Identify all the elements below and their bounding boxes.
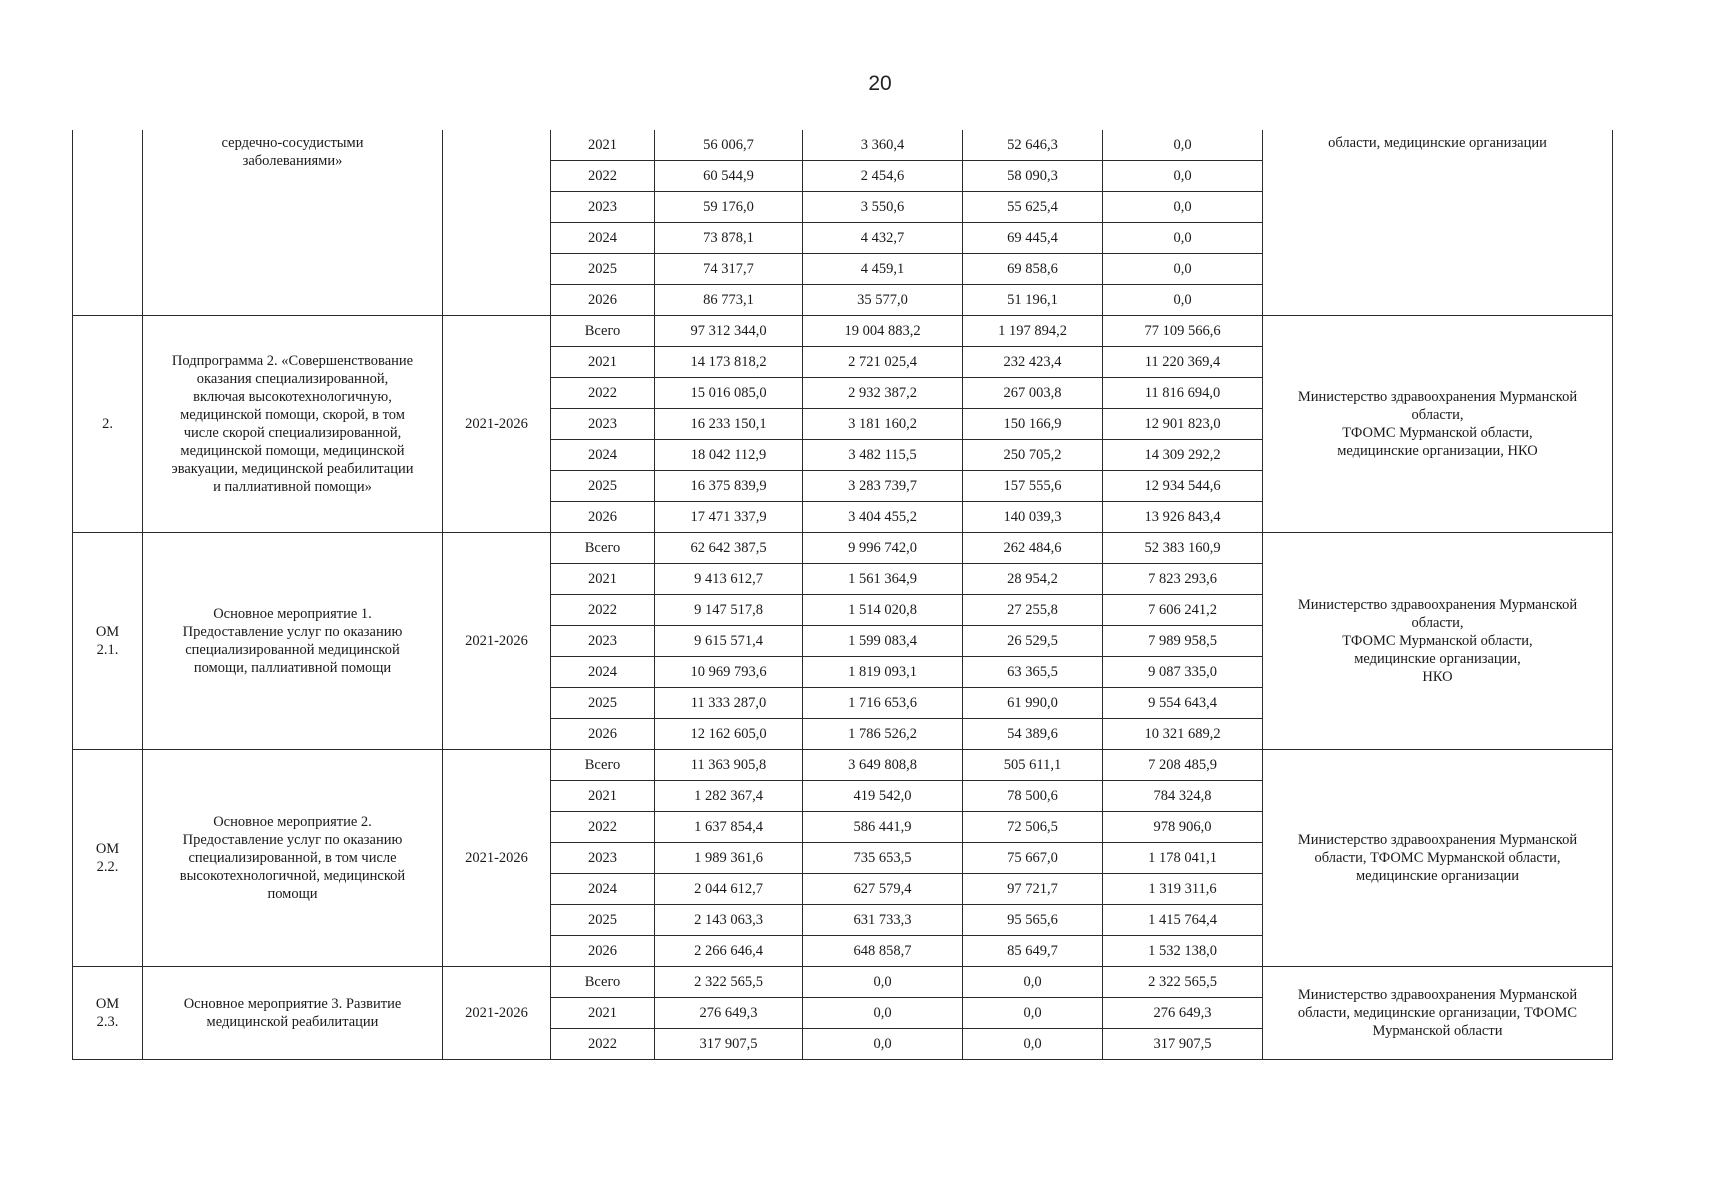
amount-cell-c3: 11 816 694,0 bbox=[1103, 378, 1263, 409]
amount-cell-c1: 586 441,9 bbox=[803, 812, 963, 843]
year-cell: 2026 bbox=[551, 719, 655, 750]
amount-cell-total: 11 333 287,0 bbox=[655, 688, 803, 719]
program-name-line: Предоставление услуг по оказанию bbox=[182, 832, 403, 848]
executor-line: Министерство здравоохранения Мурманской bbox=[1297, 597, 1578, 613]
amount-cell-c3: 317 907,5 bbox=[1103, 1029, 1263, 1060]
amount-cell-c2: 26 529,5 bbox=[963, 626, 1103, 657]
program-name-cell bbox=[143, 533, 443, 750]
program-name-line: оказания специализированной, bbox=[196, 371, 389, 387]
year-cell: 2021 bbox=[551, 347, 655, 378]
amount-cell-total: 14 173 818,2 bbox=[655, 347, 803, 378]
amount-cell-total: 56 006,7 bbox=[655, 130, 803, 161]
amount-cell-c3: 7 823 293,6 bbox=[1103, 564, 1263, 595]
amount-cell-c3: 784 324,8 bbox=[1103, 781, 1263, 812]
amount-cell-c1: 3 283 739,7 bbox=[803, 471, 963, 502]
amount-cell-c2: 75 667,0 bbox=[963, 843, 1103, 874]
program-name-line: Предоставление услуг по оказанию bbox=[182, 624, 403, 640]
amount-cell-total: 9 615 571,4 bbox=[655, 626, 803, 657]
period-cell: 2021-2026 bbox=[443, 967, 551, 1060]
amount-cell-c2: 95 565,6 bbox=[963, 905, 1103, 936]
amount-cell-c1: 3 649 808,8 bbox=[803, 750, 963, 781]
year-cell: 2021 bbox=[551, 781, 655, 812]
amount-cell-c2: 85 649,7 bbox=[963, 936, 1103, 967]
amount-cell-total: 1 282 367,4 bbox=[655, 781, 803, 812]
year-cell: 2025 bbox=[551, 905, 655, 936]
program-name-cell bbox=[143, 130, 443, 316]
row-number-cell bbox=[73, 967, 143, 1060]
amount-cell-c2: 27 255,8 bbox=[963, 595, 1103, 626]
amount-cell-c2: 52 646,3 bbox=[963, 130, 1103, 161]
year-cell: Всего bbox=[551, 750, 655, 781]
amount-cell-c1: 2 454,6 bbox=[803, 161, 963, 192]
row-number-line: ОМ bbox=[95, 841, 120, 857]
amount-cell-c2: 72 506,5 bbox=[963, 812, 1103, 843]
executor-line: ТФОМС Мурманской области, bbox=[1342, 425, 1533, 441]
executors-cell bbox=[1263, 533, 1613, 750]
year-cell: 2026 bbox=[551, 502, 655, 533]
year-cell: 2024 bbox=[551, 657, 655, 688]
amount-cell-c2: 63 365,5 bbox=[963, 657, 1103, 688]
year-cell: 2025 bbox=[551, 471, 655, 502]
amount-cell-total: 12 162 605,0 bbox=[655, 719, 803, 750]
amount-cell-c1: 0,0 bbox=[803, 1029, 963, 1060]
amount-cell-c1: 627 579,4 bbox=[803, 874, 963, 905]
amount-cell-c3: 52 383 160,9 bbox=[1103, 533, 1263, 564]
amount-cell-c1: 2 721 025,4 bbox=[803, 347, 963, 378]
amount-cell-c3: 1 415 764,4 bbox=[1103, 905, 1263, 936]
amount-cell-total: 2 322 565,5 bbox=[655, 967, 803, 998]
program-name-line: специализированной медицинской bbox=[185, 642, 400, 658]
amount-cell-c1: 1 786 526,2 bbox=[803, 719, 963, 750]
amount-cell-total: 17 471 337,9 bbox=[655, 502, 803, 533]
amount-cell-c3: 7 208 485,9 bbox=[1103, 750, 1263, 781]
year-cell: 2022 bbox=[551, 378, 655, 409]
amount-cell-c2: 61 990,0 bbox=[963, 688, 1103, 719]
executor-line: медицинские организации, НКО bbox=[1337, 443, 1538, 459]
amount-cell-c3: 11 220 369,4 bbox=[1103, 347, 1263, 378]
amount-cell-c1: 3 404 455,2 bbox=[803, 502, 963, 533]
period-cell: 2021-2026 bbox=[443, 533, 551, 750]
amount-cell-c2: 54 389,6 bbox=[963, 719, 1103, 750]
amount-cell-c3: 978 906,0 bbox=[1103, 812, 1263, 843]
executors-cell bbox=[1263, 750, 1613, 967]
executor-line: Мурманской области bbox=[1372, 1023, 1503, 1039]
table-row bbox=[73, 967, 1613, 998]
amount-cell-c3: 14 309 292,2 bbox=[1103, 440, 1263, 471]
executor-line: области, bbox=[1411, 615, 1464, 631]
amount-cell-c2: 250 705,2 bbox=[963, 440, 1103, 471]
amount-cell-c3: 9 087 335,0 bbox=[1103, 657, 1263, 688]
year-cell: Всего bbox=[551, 316, 655, 347]
table-row bbox=[73, 750, 1613, 781]
amount-cell-total: 73 878,1 bbox=[655, 223, 803, 254]
program-name-cell bbox=[143, 316, 443, 533]
amount-cell-c1: 419 542,0 bbox=[803, 781, 963, 812]
amount-cell-total: 86 773,1 bbox=[655, 285, 803, 316]
year-cell: Всего bbox=[551, 967, 655, 998]
amount-cell-c2: 97 721,7 bbox=[963, 874, 1103, 905]
program-name-line: эвакуации, медицинской реабилитации bbox=[171, 461, 414, 477]
amount-cell-c1: 735 653,5 bbox=[803, 843, 963, 874]
row-number-line: 2. bbox=[102, 416, 113, 432]
amount-cell-c1: 9 996 742,0 bbox=[803, 533, 963, 564]
executor-line: области, bbox=[1411, 407, 1464, 423]
period-cell bbox=[443, 130, 551, 316]
row-number-line: ОМ bbox=[95, 996, 120, 1012]
program-name-line: и паллиативной помощи» bbox=[213, 479, 372, 495]
amount-cell-c3: 0,0 bbox=[1103, 130, 1263, 161]
amount-cell-c2: 69 445,4 bbox=[963, 223, 1103, 254]
amount-cell-c1: 1 819 093,1 bbox=[803, 657, 963, 688]
program-name-line: помощи bbox=[267, 886, 318, 902]
program-name-cell bbox=[143, 967, 443, 1060]
amount-cell-c3: 0,0 bbox=[1103, 254, 1263, 285]
program-name-line: заболеваниями» bbox=[242, 153, 343, 169]
amount-cell-c2: 140 039,3 bbox=[963, 502, 1103, 533]
program-name-cell bbox=[143, 750, 443, 967]
amount-cell-total: 9 147 517,8 bbox=[655, 595, 803, 626]
year-cell: 2023 bbox=[551, 843, 655, 874]
funding-table-wrapper bbox=[72, 130, 1613, 1060]
program-name-line: медицинской реабилитации bbox=[206, 1014, 379, 1030]
executor-line: Министерство здравоохранения Мурманской bbox=[1297, 389, 1578, 405]
year-cell: 2024 bbox=[551, 440, 655, 471]
program-name-line: включая высокотехнологичную, bbox=[193, 389, 392, 405]
amount-cell-c2: 51 196,1 bbox=[963, 285, 1103, 316]
amount-cell-total: 59 176,0 bbox=[655, 192, 803, 223]
executor-line: области, медицинские организации bbox=[1328, 135, 1547, 151]
program-name-line: Подпрограмма 2. «Совершенствование bbox=[171, 353, 414, 369]
table-row bbox=[73, 130, 1613, 161]
year-cell: 2025 bbox=[551, 254, 655, 285]
amount-cell-c3: 9 554 643,4 bbox=[1103, 688, 1263, 719]
row-number-cell bbox=[73, 130, 143, 316]
row-number-line: 2.3. bbox=[96, 1014, 119, 1030]
amount-cell-c1: 1 561 364,9 bbox=[803, 564, 963, 595]
executor-line: НКО bbox=[1422, 669, 1453, 685]
amount-cell-total: 74 317,7 bbox=[655, 254, 803, 285]
amount-cell-c3: 1 178 041,1 bbox=[1103, 843, 1263, 874]
amount-cell-c2: 78 500,6 bbox=[963, 781, 1103, 812]
executor-line: Министерство здравоохранения Мурманской bbox=[1297, 987, 1578, 1003]
amount-cell-total: 60 544,9 bbox=[655, 161, 803, 192]
year-cell: 2026 bbox=[551, 936, 655, 967]
executors-cell bbox=[1263, 316, 1613, 533]
year-cell: 2022 bbox=[551, 1029, 655, 1060]
amount-cell-c2: 0,0 bbox=[963, 998, 1103, 1029]
amount-cell-total: 1 637 854,4 bbox=[655, 812, 803, 843]
row-number-line: 2.2. bbox=[96, 859, 119, 875]
amount-cell-total: 16 375 839,9 bbox=[655, 471, 803, 502]
amount-cell-total: 276 649,3 bbox=[655, 998, 803, 1029]
executors-cell bbox=[1263, 967, 1613, 1060]
amount-cell-c3: 77 109 566,6 bbox=[1103, 316, 1263, 347]
amount-cell-c2: 505 611,1 bbox=[963, 750, 1103, 781]
amount-cell-c3: 276 649,3 bbox=[1103, 998, 1263, 1029]
executor-line: ТФОМС Мурманской области, bbox=[1342, 633, 1533, 649]
program-name-line: Основное мероприятие 1. bbox=[213, 606, 372, 622]
year-cell: 2023 bbox=[551, 626, 655, 657]
amount-cell-c2: 69 858,6 bbox=[963, 254, 1103, 285]
year-cell: 2021 bbox=[551, 130, 655, 161]
amount-cell-c2: 157 555,6 bbox=[963, 471, 1103, 502]
year-cell: 2025 bbox=[551, 688, 655, 719]
amount-cell-c3: 2 322 565,5 bbox=[1103, 967, 1263, 998]
amount-cell-c2: 28 954,2 bbox=[963, 564, 1103, 595]
year-cell: 2024 bbox=[551, 223, 655, 254]
period-cell: 2021-2026 bbox=[443, 316, 551, 533]
program-name-line: высокотехнологичной, медицинской bbox=[179, 868, 406, 884]
table-body bbox=[73, 130, 1613, 1060]
year-cell: 2021 bbox=[551, 564, 655, 595]
amount-cell-total: 317 907,5 bbox=[655, 1029, 803, 1060]
amount-cell-c1: 648 858,7 bbox=[803, 936, 963, 967]
amount-cell-total: 1 989 361,6 bbox=[655, 843, 803, 874]
amount-cell-c1: 3 360,4 bbox=[803, 130, 963, 161]
amount-cell-c1: 631 733,3 bbox=[803, 905, 963, 936]
year-cell: Всего bbox=[551, 533, 655, 564]
executor-line: медицинские организации bbox=[1356, 868, 1519, 884]
amount-cell-total: 2 266 646,4 bbox=[655, 936, 803, 967]
amount-cell-total: 9 413 612,7 bbox=[655, 564, 803, 595]
program-name-line: помощи, паллиативной помощи bbox=[193, 660, 392, 676]
executor-line: области, ТФОМС Мурманской области, bbox=[1314, 850, 1561, 866]
year-cell: 2024 bbox=[551, 874, 655, 905]
amount-cell-c2: 232 423,4 bbox=[963, 347, 1103, 378]
row-number-line: 2.1. bbox=[96, 642, 119, 658]
year-cell: 2023 bbox=[551, 192, 655, 223]
program-name-line: сердечно-сосудистыми bbox=[221, 135, 364, 151]
amount-cell-c3: 12 934 544,6 bbox=[1103, 471, 1263, 502]
program-name-line: числе скорой специализированной, bbox=[183, 425, 402, 441]
amount-cell-c3: 7 606 241,2 bbox=[1103, 595, 1263, 626]
amount-cell-c3: 0,0 bbox=[1103, 192, 1263, 223]
amount-cell-total: 62 642 387,5 bbox=[655, 533, 803, 564]
amount-cell-c3: 10 321 689,2 bbox=[1103, 719, 1263, 750]
amount-cell-total: 18 042 112,9 bbox=[655, 440, 803, 471]
amount-cell-c2: 150 166,9 bbox=[963, 409, 1103, 440]
amount-cell-c1: 4 432,7 bbox=[803, 223, 963, 254]
row-number-cell bbox=[73, 750, 143, 967]
program-name-line: специализированной, в том числе bbox=[188, 850, 397, 866]
year-cell: 2021 bbox=[551, 998, 655, 1029]
row-number-cell bbox=[73, 316, 143, 533]
amount-cell-c2: 267 003,8 bbox=[963, 378, 1103, 409]
amount-cell-total: 15 016 085,0 bbox=[655, 378, 803, 409]
amount-cell-c2: 55 625,4 bbox=[963, 192, 1103, 223]
funding-table bbox=[72, 130, 1613, 1060]
amount-cell-c2: 0,0 bbox=[963, 1029, 1103, 1060]
amount-cell-c1: 0,0 bbox=[803, 967, 963, 998]
program-name-line: медицинской помощи, скорой, в том bbox=[180, 407, 405, 423]
amount-cell-c3: 0,0 bbox=[1103, 161, 1263, 192]
amount-cell-c2: 1 197 894,2 bbox=[963, 316, 1103, 347]
amount-cell-c1: 35 577,0 bbox=[803, 285, 963, 316]
amount-cell-c1: 19 004 883,2 bbox=[803, 316, 963, 347]
amount-cell-c3: 0,0 bbox=[1103, 223, 1263, 254]
table-row bbox=[73, 533, 1613, 564]
table-row bbox=[73, 316, 1613, 347]
program-name-line: Основное мероприятие 2. bbox=[213, 814, 372, 830]
year-cell: 2026 bbox=[551, 285, 655, 316]
amount-cell-c3: 1 532 138,0 bbox=[1103, 936, 1263, 967]
amount-cell-c1: 0,0 bbox=[803, 998, 963, 1029]
amount-cell-c1: 1 716 653,6 bbox=[803, 688, 963, 719]
year-cell: 2023 bbox=[551, 409, 655, 440]
amount-cell-c3: 7 989 958,5 bbox=[1103, 626, 1263, 657]
row-number-line: ОМ bbox=[95, 624, 120, 640]
amount-cell-c1: 1 514 020,8 bbox=[803, 595, 963, 626]
amount-cell-c2: 262 484,6 bbox=[963, 533, 1103, 564]
executor-line: Министерство здравоохранения Мурманской bbox=[1297, 832, 1578, 848]
amount-cell-c3: 13 926 843,4 bbox=[1103, 502, 1263, 533]
executors-cell bbox=[1263, 130, 1613, 316]
executor-line: медицинские организации, bbox=[1354, 651, 1521, 667]
amount-cell-c1: 4 459,1 bbox=[803, 254, 963, 285]
amount-cell-c1: 3 181 160,2 bbox=[803, 409, 963, 440]
executor-line: области, медицинские организации, ТФОМС bbox=[1297, 1005, 1578, 1021]
amount-cell-c1: 3 482 115,5 bbox=[803, 440, 963, 471]
year-cell: 2022 bbox=[551, 161, 655, 192]
amount-cell-c1: 1 599 083,4 bbox=[803, 626, 963, 657]
amount-cell-c1: 2 932 387,2 bbox=[803, 378, 963, 409]
amount-cell-total: 2 044 612,7 bbox=[655, 874, 803, 905]
amount-cell-c3: 1 319 311,6 bbox=[1103, 874, 1263, 905]
program-name-line: Основное мероприятие 3. Развитие bbox=[183, 996, 402, 1012]
period-cell: 2021-2026 bbox=[443, 750, 551, 967]
year-cell: 2022 bbox=[551, 812, 655, 843]
year-cell: 2022 bbox=[551, 595, 655, 626]
amount-cell-total: 11 363 905,8 bbox=[655, 750, 803, 781]
amount-cell-total: 97 312 344,0 bbox=[655, 316, 803, 347]
amount-cell-c2: 58 090,3 bbox=[963, 161, 1103, 192]
amount-cell-c2: 0,0 bbox=[963, 967, 1103, 998]
row-number-cell bbox=[73, 533, 143, 750]
amount-cell-total: 10 969 793,6 bbox=[655, 657, 803, 688]
amount-cell-c3: 0,0 bbox=[1103, 285, 1263, 316]
amount-cell-total: 16 233 150,1 bbox=[655, 409, 803, 440]
page-number: 20 bbox=[868, 72, 892, 95]
amount-cell-c3: 12 901 823,0 bbox=[1103, 409, 1263, 440]
amount-cell-c1: 3 550,6 bbox=[803, 192, 963, 223]
program-name-line: медицинской помощи, медицинской bbox=[180, 443, 405, 459]
amount-cell-total: 2 143 063,3 bbox=[655, 905, 803, 936]
